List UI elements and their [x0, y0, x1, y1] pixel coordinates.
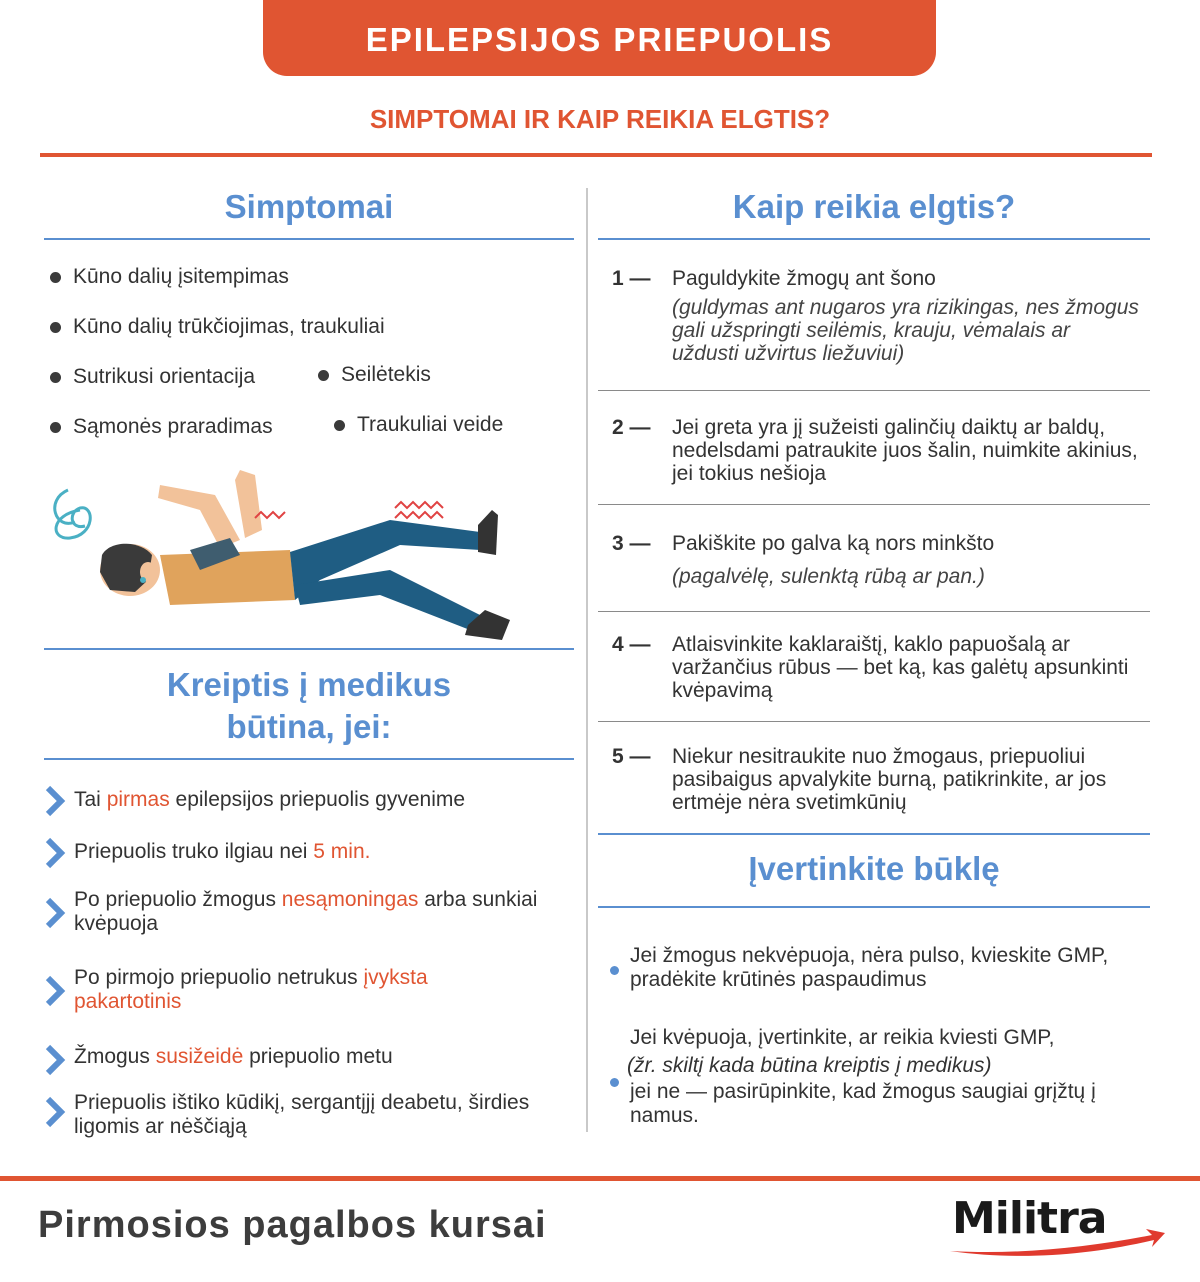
step-text: Atlaisvinkite kaklaraištį, kaklo papuošalą ar varžančius rūbus — bet ką, kas galėtų apsunkinti kvėpavimą: [672, 633, 1129, 702]
doctor-heading-rule: [44, 758, 574, 760]
action-step: [612, 416, 1172, 491]
symptom-item: Kūno dalių įsitempimas: [50, 265, 289, 289]
logo-text: Militra: [952, 1193, 1107, 1244]
step-number: 4 —: [612, 633, 651, 656]
doctor-heading-line2: būtina, jei:: [226, 708, 392, 745]
step-note: (guldymas ant nugaros yra rizikingas, nes žmogus gali užspringti seilėmis, krauju, vėmalais ar uždusti užvirtus liežuviui): [672, 296, 1139, 365]
action-step: [612, 633, 1172, 708]
header-divider: [40, 153, 1152, 157]
action-step: [612, 745, 1172, 820]
symptoms-heading-rule: [44, 238, 574, 240]
evaluate-text: Jei kvėpuoja, įvertinkite, ar reikia kviesti GMP,: [630, 1026, 1055, 1049]
step-number: 2 —: [612, 416, 651, 439]
criteria-item: Po priepuolio žmogus nesąmoningas arba sunkiai kvėpuoja: [44, 888, 584, 940]
evaluate-heading: Įvertinkite būklę: [748, 850, 1000, 887]
step-divider: [598, 721, 1150, 722]
symptom-item: Sąmonės praradimas: [50, 415, 273, 439]
action-step: [612, 532, 1172, 592]
doctor-top-rule: [44, 648, 574, 650]
step-number: 5 —: [612, 745, 651, 768]
evaluate-text: Jei žmogus nekvėpuoja, nėra pulso, kvieskite GMP, pradėkite krūtinės paspaudimus: [630, 944, 1109, 991]
bullet-dot: [610, 1078, 619, 1087]
title-banner: EPILEPSIJOS PRIEPUOLIS: [263, 0, 936, 76]
chevron-right-icon: [44, 896, 66, 930]
criteria-item: Priepuolis ištiko kūdikį, sergantįjį deabetu, širdies ligomis ar nėščiąją: [44, 1091, 584, 1143]
seizure-person-illustration: [40, 460, 580, 650]
footer-divider: [0, 1176, 1200, 1181]
actions-heading-rule: [598, 238, 1150, 240]
doctor-heading: [44, 664, 574, 748]
symptom-item: Sutrikusi orientacija: [50, 365, 255, 389]
step-note: (pagalvėlę, sulenktą rūbą ar pan.): [672, 565, 985, 588]
actions-heading: Kaip reikia elgtis?: [732, 188, 1016, 225]
action-step: [612, 267, 1172, 377]
step-text: Jei greta yra jį sužeisti galinčių daiktų ar baldų, nedelsdami patraukite juos šalin, nuimkite akinius, jei tokius nešioja: [672, 416, 1138, 485]
criteria-item: Priepuolis truko ilgiau nei 5 min.: [44, 840, 584, 870]
chevron-right-icon: [44, 836, 66, 870]
symptom-item: Traukuliai veide: [334, 413, 503, 437]
doctor-heading-line1: Kreiptis į medikus: [166, 666, 452, 703]
evaluate-text: jei ne — pasirūpinkite, kad žmogus saugiai grįžtų į namus.: [630, 1080, 1096, 1127]
subtitle: SIMPTOMAI IR KAIP REIKIA ELGTIS?: [369, 104, 831, 134]
step-text: Paguldykite žmogų ant šono: [672, 267, 936, 290]
symptom-item: Kūno dalių trūkčiojimas, traukuliai: [50, 315, 385, 339]
criteria-item: Tai pirmas epilepsijos priepuolis gyvenime: [44, 788, 584, 818]
step-text: Pakiškite po galva ką nors minkšto: [672, 532, 995, 555]
step-text: Niekur nesitraukite nuo žmogaus, priepuoliui pasibaigus apvalykite burną, patikrinkite, ar jos ertmėje nėra svetimkūnių: [672, 745, 1107, 814]
criteria-item: Po pirmojo priepuolio netrukus įvyksta pakartotinis: [44, 966, 584, 1018]
step-number: 3 —: [612, 532, 651, 555]
chevron-right-icon: [44, 1043, 66, 1077]
step-divider: [598, 611, 1150, 612]
evaluate-top-rule: [598, 833, 1150, 835]
evaluate-note: (žr. skiltį kada būtina kreiptis į medikus): [627, 1054, 992, 1077]
step-divider: [598, 504, 1150, 505]
symptoms-heading: Simptomai: [224, 188, 394, 225]
bullet-dot: [610, 966, 619, 975]
symptom-item: Seilėtekis: [318, 363, 431, 387]
step-number: 1 —: [612, 267, 651, 290]
column-divider: [586, 188, 588, 1132]
militra-logo: [940, 1185, 1170, 1265]
chevron-right-icon: [44, 784, 66, 818]
footer-title: Pirmosios pagalbos kursai: [38, 1204, 547, 1246]
logo-swoosh-icon: [940, 1185, 1170, 1265]
evaluate-heading-rule: [598, 906, 1150, 908]
step-divider: [598, 390, 1150, 391]
criteria-item: Žmogus susižeidė priepuolio metu: [44, 1045, 584, 1075]
chevron-right-icon: [44, 974, 66, 1008]
chevron-right-icon: [44, 1095, 66, 1129]
evaluate-item: [610, 1026, 1190, 1136]
evaluate-item: [610, 944, 1190, 996]
